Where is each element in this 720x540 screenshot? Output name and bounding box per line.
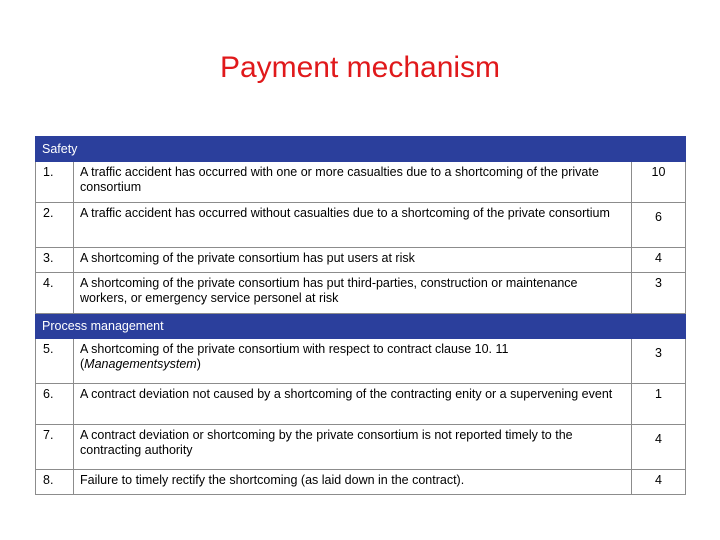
row-number: 5.	[36, 339, 74, 384]
row-number: 6.	[36, 384, 74, 425]
table-row	[36, 273, 686, 314]
row-number: 2.	[36, 203, 74, 248]
row-score: 3	[632, 339, 686, 384]
payment-table	[35, 136, 686, 495]
row-description-italic: Managementsystem	[84, 357, 197, 371]
row-description: A contract deviation or shortcoming by the private consortium is not reported timely to the contracting authority	[74, 425, 632, 470]
row-description: A contract deviation not caused by a shortcoming of the contracting enity or a supervening event	[74, 384, 632, 425]
row-score: 4	[632, 248, 686, 273]
table-row	[36, 339, 686, 384]
row-description: Failure to timely rectify the shortcoming (as laid down in the contract).	[74, 470, 632, 495]
section-header-process-management	[36, 314, 686, 339]
row-number: 7.	[36, 425, 74, 470]
row-number: 1.	[36, 162, 74, 203]
row-number: 4.	[36, 273, 74, 314]
row-score: 3	[632, 273, 686, 314]
row-score: 4	[632, 470, 686, 495]
section-header-safety	[36, 137, 686, 162]
row-description: A shortcoming of the private consortium with respect to contract clause 10. 11 (Managementsystem)	[74, 339, 632, 384]
table-row	[36, 162, 686, 203]
page-title: Payment mechanism	[219, 51, 501, 84]
row-score: 6	[632, 203, 686, 248]
row-description: A traffic accident has occurred with one or more casualties due to a shortcoming of the private consortium	[74, 162, 632, 203]
row-description: A traffic accident has occurred without casualties due to a shortcoming of the private consortium	[74, 203, 632, 248]
section-header-label: Safety	[36, 137, 686, 162]
row-description: A shortcoming of the private consortium has put users at risk	[74, 248, 632, 273]
row-description: A shortcoming of the private consortium has put third-parties, construction or maintenance workers, or emergency service personel at risk	[74, 273, 632, 314]
table-row	[36, 203, 686, 248]
table-row	[36, 425, 686, 470]
section-header-label: Process management	[36, 314, 686, 339]
row-score: 4	[632, 425, 686, 470]
table-row	[36, 384, 686, 425]
row-description-text: A shortcoming of the private consortium with respect to contract clause 10. 11	[80, 342, 509, 356]
table-row	[36, 248, 686, 273]
row-number: 8.	[36, 470, 74, 495]
row-number: 3.	[36, 248, 74, 273]
row-score: 10	[632, 162, 686, 203]
row-score: 1	[632, 384, 686, 425]
table-row	[36, 470, 686, 495]
